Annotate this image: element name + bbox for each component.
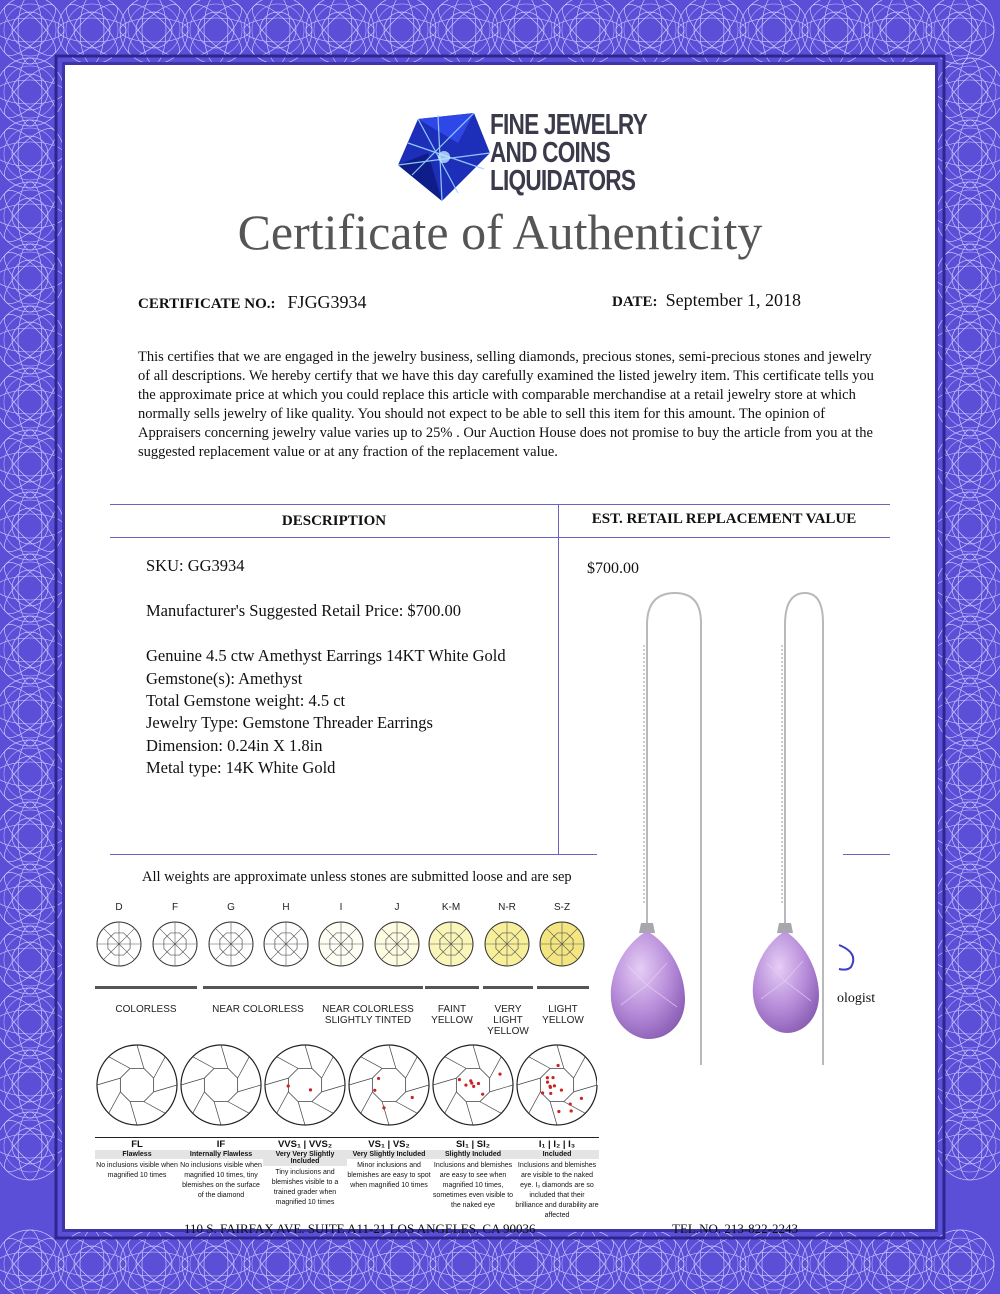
inclusion-mark bbox=[498, 1073, 501, 1076]
color-group-line-2: YELLOW bbox=[542, 1015, 584, 1026]
color-group-line-2: YELLOW bbox=[487, 1026, 529, 1037]
threader-earrings-image bbox=[597, 585, 843, 1085]
color-grade-letter: G bbox=[227, 902, 235, 913]
clarity-description: No inclusions visible when magnified 10 times bbox=[96, 1162, 178, 1179]
clarity-name: Very Very Slightly Included bbox=[263, 1150, 347, 1166]
inclusion-mark bbox=[570, 1109, 573, 1112]
clarity-grade-gems bbox=[93, 1037, 613, 1137]
jewelry-type-line: Jewelry Type: Gemstone Threader Earrings bbox=[146, 713, 433, 732]
color-group-bar bbox=[203, 986, 313, 989]
footer-phone: TEL.NO. 213-822-2243 bbox=[672, 1221, 799, 1236]
inclusion-mark bbox=[411, 1096, 414, 1099]
clarity-column bbox=[347, 1137, 431, 1191]
clarity-name: Included bbox=[515, 1150, 599, 1159]
value-header: EST. RETAIL REPLACEMENT VALUE bbox=[591, 511, 857, 527]
clarity-code: VVS₁ | VVS₂ bbox=[263, 1137, 347, 1150]
clarity-code: FL bbox=[95, 1137, 179, 1150]
certificate-date: September 1, 2018 bbox=[665, 290, 802, 310]
color-group-bar bbox=[483, 986, 533, 989]
logo-text bbox=[490, 111, 647, 195]
color-grade-gems bbox=[93, 900, 613, 1020]
diamond-grading-chart bbox=[93, 900, 613, 1219]
diamond-logo-icon bbox=[398, 113, 490, 201]
inclusion-mark bbox=[548, 1085, 551, 1088]
inclusion-mark bbox=[469, 1079, 472, 1082]
inclusion-mark bbox=[382, 1106, 385, 1109]
replacement-value: $700.00 bbox=[587, 560, 639, 577]
color-group-line-2: SLIGHTLY TINTED bbox=[324, 1015, 412, 1026]
clarity-description: No inclusions visible when magnified 10 times, tiny blemishes on the surface of the diamond bbox=[180, 1162, 262, 1199]
color-group-bar bbox=[95, 986, 197, 989]
metal-type-line: Metal type: 14K White Gold bbox=[146, 758, 336, 777]
inclusion-mark bbox=[549, 1092, 552, 1095]
inclusion-mark bbox=[481, 1093, 484, 1096]
logo-line-2: AND COINS bbox=[490, 137, 610, 169]
clarity-description: Minor inclusions and blemishes are easy to spot when magnified 10 times bbox=[347, 1162, 431, 1189]
clarity-name: Very Slightly Included bbox=[347, 1150, 431, 1159]
inclusion-mark bbox=[309, 1088, 312, 1091]
certificate-number-row bbox=[138, 292, 367, 313]
inclusion-mark bbox=[458, 1078, 461, 1081]
color-group-label bbox=[483, 1004, 533, 1037]
table-top-rule bbox=[110, 504, 890, 505]
color-group-label bbox=[537, 1004, 589, 1026]
logo-line-3: LIQUIDATORS bbox=[490, 165, 636, 197]
footer-address: 110 S. FAIRFAX AVE. SUITE A11-21 LOS ANGELES, CA 90036 bbox=[184, 1221, 536, 1236]
color-group-line-1: NEAR COLORLESS bbox=[212, 1004, 304, 1015]
clarity-name: Slightly Included bbox=[431, 1150, 515, 1159]
clarity-code: I₁ | I₂ | I₃ bbox=[515, 1137, 599, 1150]
inclusion-mark bbox=[546, 1076, 549, 1079]
date-label: DATE: bbox=[612, 294, 658, 310]
inclusion-mark bbox=[580, 1097, 583, 1100]
gem-weight-line: Total Gemstone weight: 4.5 ct bbox=[146, 691, 346, 710]
clarity-name: Internally Flawless bbox=[179, 1150, 263, 1159]
color-group-label bbox=[203, 1004, 313, 1015]
clarity-name: Flawless bbox=[95, 1150, 179, 1159]
color-group-line-2: YELLOW bbox=[431, 1015, 473, 1026]
gemstone-line: Gemstone(s): Amethyst bbox=[146, 669, 303, 688]
inclusion-mark bbox=[377, 1077, 380, 1080]
color-group-label bbox=[313, 1004, 423, 1026]
weights-note: All weights are approximate unless stones are submitted loose and are sep bbox=[142, 869, 572, 885]
color-group-line-1: FAINT bbox=[437, 1004, 467, 1015]
date-row bbox=[612, 290, 801, 311]
sku-line: SKU: GG3934 bbox=[146, 556, 245, 575]
description-header: DESCRIPTION bbox=[281, 513, 387, 529]
color-grade-letter: I bbox=[339, 902, 343, 913]
clarity-column bbox=[515, 1137, 599, 1221]
certificate-number: FJGG3934 bbox=[287, 292, 367, 312]
logo-line-1: FINE JEWELRY bbox=[490, 109, 647, 141]
clarity-description: Inclusions and blemishes are visible to the naked eye. I₃ diamonds are so included that their brilliance and durability are affected bbox=[515, 1162, 599, 1219]
msrp-line: Manufacturer's Suggested Retail Price: $700.00 bbox=[146, 601, 462, 620]
color-grade-letter: S-Z bbox=[553, 902, 571, 913]
inclusion-mark bbox=[569, 1102, 572, 1105]
inclusion-mark bbox=[556, 1064, 559, 1067]
clarity-code: IF bbox=[179, 1137, 263, 1150]
inclusion-mark bbox=[557, 1110, 560, 1113]
color-grade-letter: F bbox=[171, 902, 179, 913]
dimension-line: Dimension: 0.24in X 1.8in bbox=[146, 736, 323, 755]
inclusion-mark bbox=[477, 1082, 480, 1085]
color-group-line-1: NEAR COLORLESS bbox=[322, 1004, 414, 1015]
color-group-bar bbox=[537, 986, 589, 989]
color-group-line-1: COLORLESS bbox=[115, 1004, 177, 1015]
color-grade-letter: D bbox=[115, 902, 123, 913]
clarity-code: SI₁ | SI₂ bbox=[431, 1137, 515, 1150]
color-grade-letter: K-M bbox=[441, 902, 461, 913]
page-title: Certificate of Authenticity bbox=[237, 204, 763, 260]
clarity-column bbox=[179, 1137, 263, 1201]
product-name-line: Genuine 4.5 ctw Amethyst Earrings 14KT White Gold bbox=[146, 646, 506, 665]
inclusion-mark bbox=[472, 1085, 475, 1088]
color-grade-letter: N-R bbox=[498, 902, 516, 913]
table-column-divider bbox=[558, 504, 559, 854]
color-group-label bbox=[95, 1004, 197, 1015]
inclusion-mark bbox=[464, 1083, 467, 1086]
clarity-description: Inclusions and blemishes are easy to see when magnified 10 times, sometimes even visible to the naked eye bbox=[432, 1162, 514, 1209]
clarity-description: Tiny inclusions and blemishes visible to a trained grader when magnified 10 times bbox=[271, 1169, 339, 1206]
inclusion-mark bbox=[373, 1089, 376, 1092]
color-grade-letter: H bbox=[282, 902, 290, 913]
inclusion-mark bbox=[546, 1081, 549, 1084]
certificate-sheet bbox=[62, 62, 938, 1236]
inclusion-mark bbox=[287, 1084, 290, 1087]
clarity-column bbox=[263, 1137, 347, 1208]
color-group-line-1: LIGHT bbox=[548, 1004, 578, 1015]
certification-statement: This certifies that we are engaged in the jewelry business, selling diamonds, precious stones, semi-precious stones and jewelry of all descriptions. We hereby certify that we have this day carefully examined the listed jewelry item. This certificate tells you the approximate price at which you could replace this article with comparable merchandise at a retail jewelry store at which normally sells jewelry of like quality. You should not expect to be able to sell this item for this amount. The opinion of Appraisers concerning jewelry value varies up to 25% . Our Auction House does not promise to buy the article from you at the suggested replacement value or at any fraction of the replacement value. bbox=[138, 349, 874, 460]
inclusion-mark bbox=[541, 1091, 544, 1094]
certificate-number-label: CERTIFICATE NO.: bbox=[138, 296, 276, 312]
inclusion-mark bbox=[551, 1076, 554, 1079]
clarity-column bbox=[431, 1137, 515, 1211]
table-header-rule bbox=[110, 537, 890, 538]
color-group-label bbox=[425, 1004, 479, 1026]
clarity-code: VS₁ | VS₂ bbox=[347, 1137, 431, 1150]
color-group-line-1: VERY LIGHT bbox=[493, 1004, 523, 1026]
color-grade-letter: J bbox=[394, 902, 400, 913]
color-group-bar bbox=[313, 986, 423, 989]
signature-stroke-icon bbox=[837, 943, 859, 973]
color-group-bar bbox=[425, 986, 479, 989]
product-photo bbox=[597, 585, 843, 1085]
inclusion-mark bbox=[560, 1088, 563, 1091]
inclusion-mark bbox=[553, 1084, 556, 1087]
clarity-column bbox=[95, 1137, 179, 1181]
signature-title-partial: ologist bbox=[837, 991, 876, 1006]
